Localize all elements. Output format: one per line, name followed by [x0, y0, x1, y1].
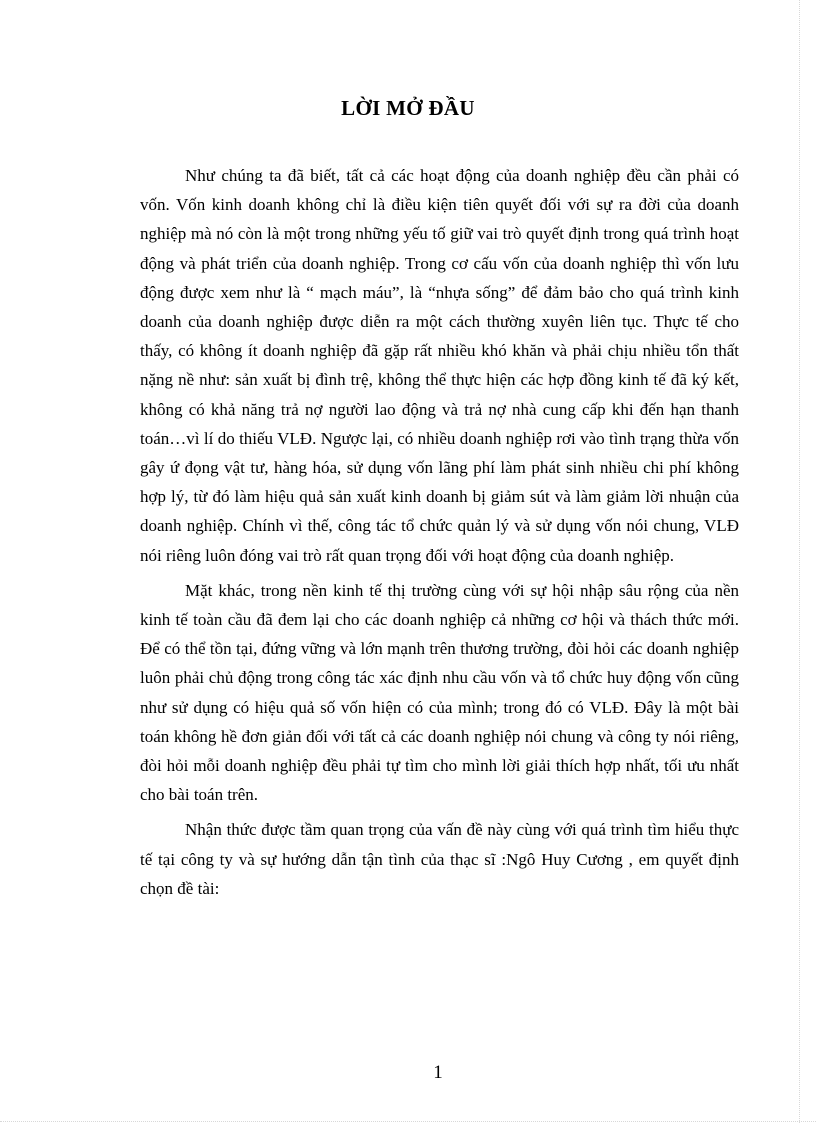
page-number: 1 — [433, 1062, 443, 1083]
paragraph-1: Như chúng ta đã biết, tất cả các hoạt động của doanh nghiệp đều cần phải có vốn. Vốn kinh doanh không chỉ là điều kiện tiên quyết đối với sự ra đời của doanh nghiệp mà nó còn là một trong những yếu tố giữ vai trò quyết định trong quá trình hoạt động và phát triển của doanh nghiệp. Trong cơ cấu vốn của doanh nghiệp thì vốn lưu động được xem như là “ mạch máu”, là “nhựa sống” để đảm bảo cho quá trình kinh doanh của doanh nghiệp được diễn ra một cách thường xuyên liên tục. Thực tế cho thấy, có không ít doanh nghiệp đã gặp rất nhiều khó khăn và phải chịu nhiều tổn thất nặng nề như: sản xuất bị đình trệ, không thể thực hiện các hợp đồng kinh tế đã ký kết, không có khả năng trả nợ người lao động và trả nợ nhà cung cấp khi đến hạn thanh toán…vì lí do thiếu VLĐ. Ngược lại, có nhiều doanh nghiệp rơi vào tình trạng thừa vốn gây ứ đọng vật tư, hàng hóa, sử dụng vốn lãng phí làm phát sinh nhiều chi phí không hợp lý, từ đó làm hiệu quả sản xuất kinh doanh bị giảm sút và làm giảm lời nhuận của doanh nghiệp. Chính vì thế, công tác tổ chức quản lý và sử dụng vốn nói chung, VLĐ nói riêng luôn đóng vai trò rất quan trọng đối với hoạt động của doanh nghiệp. — [140, 166, 739, 565]
document-body — [140, 161, 739, 909]
page-border-right — [799, 0, 800, 1123]
page-border-bottom — [0, 1121, 816, 1122]
page-title: LỜI MỞ ĐẦU — [341, 96, 475, 120]
paragraph-2: Mặt khác, trong nền kinh tế thị trường cùng với sự hội nhập sâu rộng của nền kinh tế toàn cầu đã đem lại cho các doanh nghiệp cả những cơ hội và thách thức mới. Để có thể tồn tại, đứng vững và lớn mạnh trên thương trường, đòi hỏi các doanh nghiệp luôn phải chủ động trong công tác xác định nhu cầu vốn và tổ chức huy động vốn cũng như sử dụng có hiệu quả số vốn hiện có của mình; trong đó có VLĐ. Đây là một bài toán không hề đơn giản đối với tất cả các doanh nghiệp nói chung và công ty nói riêng, đòi hỏi mỗi doanh nghiệp đều phải tự tìm cho mình lời giải thích hợp nhất, tối ưu nhất cho bài toán trên. — [140, 580, 739, 805]
paragraph-3: Nhận thức được tầm quan trọng của vấn đề này cùng với quá trình tìm hiểu thực tế tại công ty và sự hướng dẫn tận tình của thạc sĩ :Ngô Huy Cương , em quyết định chọn đề tài: — [140, 820, 739, 898]
